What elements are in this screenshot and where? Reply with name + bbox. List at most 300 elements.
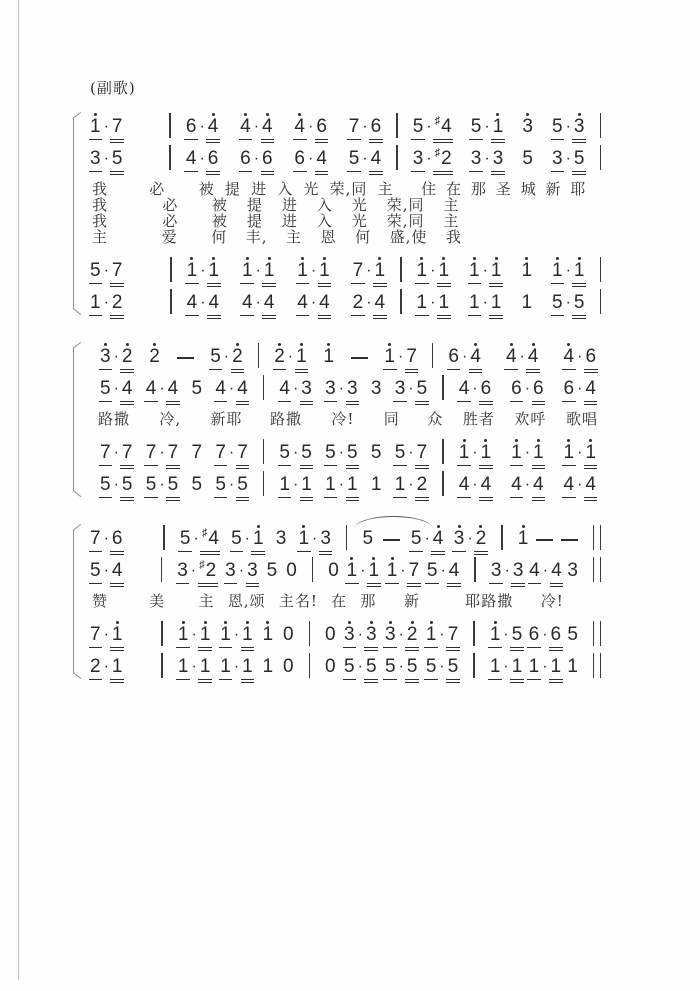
dot-separator: · [199,118,205,135]
dash-note [561,522,578,557]
underline-beam [110,583,124,584]
underline-beam [166,497,180,498]
note: 1 [469,254,480,289]
dot-separator: · [238,562,245,579]
barline [501,525,503,550]
note-group [90,554,122,589]
lyric-text: 住 [421,180,438,198]
note: 6 [564,372,575,407]
note: 2 [407,618,418,653]
note-group [328,554,339,589]
note: 4 [112,554,123,589]
note: 2 [476,522,487,557]
lyrics-measure [262,411,408,427]
note-group [344,650,376,685]
dot-separator: · [113,348,119,365]
underline-beam [549,682,563,683]
note: 1 [242,650,253,685]
note-group [529,650,561,685]
measure [480,618,588,653]
underline-beam [198,583,218,584]
note: 6 [316,110,327,145]
note: 5 [427,554,438,589]
note: 3 [493,142,504,177]
note-group [564,436,596,471]
note: 1 [319,254,330,289]
note-group [90,286,122,321]
note: 7 [146,436,157,471]
underline-beam [433,171,453,172]
measure [168,618,304,653]
note: 4 [240,110,251,145]
note: 5 [448,650,459,685]
note: 4 [433,522,444,557]
dash-note [536,522,553,557]
underline-beam [110,174,124,175]
lyrics-block [90,181,606,245]
underline-beam [346,497,360,498]
dot-separator: · [103,658,109,675]
note-group [192,372,203,407]
underline-beam [346,465,360,466]
note: 4 [316,142,327,177]
underline-beam [474,551,488,552]
note-group [263,650,274,685]
sharp-icon: ♯ [201,527,208,539]
note: 4 [262,110,273,145]
dot-separator: · [103,530,109,547]
underline-beam [364,647,378,648]
note: 1 [90,286,101,321]
note: 6 [262,142,273,177]
dot-separator: · [426,118,432,135]
note: 1 [491,286,502,321]
voice-row [90,522,606,557]
note: 5 [552,110,563,145]
underline-beam [364,679,378,680]
underline-beam [510,679,524,680]
note: 1 [551,650,562,685]
note-group [276,522,287,557]
barline [396,113,398,138]
lyric-text: 那 [360,592,377,610]
note: 5 [325,436,336,471]
lyric-text: 圣 [495,180,512,198]
note-group [564,340,596,375]
barline [432,343,434,368]
dot-separator: · [308,150,314,167]
underline-beam [198,586,218,587]
dot-separator: · [467,530,473,547]
note: 1 [220,650,231,685]
underline-beam [373,318,387,319]
dot-separator: · [577,348,583,365]
note: 4 [186,142,197,177]
barline [442,439,444,464]
dot-separator: · [484,118,490,135]
lyric-text: 美 [149,592,166,610]
note-group [567,554,578,589]
final-double-barline [593,621,601,646]
underline-beam [300,500,314,501]
note-group [267,554,278,589]
dot-separator: · [113,444,119,461]
note: 4 [371,142,382,177]
voice-row [90,618,606,653]
note-group [146,468,178,503]
note: 6 [240,142,251,177]
lyric-text: 盛,使 [389,228,428,246]
systems-container [90,110,606,685]
dot-separator: · [439,626,445,643]
note: 7 [112,110,123,145]
lyric-text: 提 [224,180,241,198]
note-group [180,522,219,557]
note: 2 [353,286,364,321]
dot-separator: · [408,444,414,461]
note-group [506,340,538,375]
note-group [283,650,294,685]
dot-separator: · [408,476,414,493]
measure [176,110,391,145]
underline-beam [318,318,332,319]
underline-beam [236,500,250,501]
note: 2 [122,340,133,375]
note-group [387,554,419,589]
underline-beam [206,171,220,172]
underline-beam [511,583,525,584]
dot-separator: · [542,658,548,675]
dot-separator: · [577,380,583,397]
note: 7 [90,618,101,653]
measure [177,254,395,289]
note-group [323,340,334,375]
note: 1 [552,254,563,289]
lyric-text: 众 [427,410,444,428]
note: 1 [347,554,358,589]
note-group [395,372,427,407]
measure [90,372,258,407]
measure [177,286,395,321]
note-group [511,468,543,503]
underline-beam [469,369,483,370]
lyric-text: 路撒 [98,410,131,428]
barline [169,145,171,170]
note: 1 [220,618,231,653]
barline [161,653,163,678]
note: 6 [533,372,544,407]
note: 2 [90,650,101,685]
lyrics-measure [419,411,606,427]
final-double-barline [593,525,601,550]
note: 0 [282,656,294,677]
underline-beam [110,647,124,648]
note: 1 [564,436,575,471]
note-group [518,522,529,557]
underline-beam [261,174,275,175]
note-group [417,286,449,321]
dot-separator: · [310,262,317,279]
underline-beam [369,139,383,140]
dot-separator: · [312,530,318,547]
note-group [491,554,523,589]
measure [480,650,588,685]
note: 6 [112,522,123,557]
note-group [353,254,385,289]
note: 0 [282,624,294,645]
dot-separator: · [338,444,345,461]
note-group [187,286,219,321]
note-group [349,110,381,145]
note: 1 [187,254,198,289]
lyric-text: 耶 [570,180,587,198]
voice-row [90,340,606,375]
lyric-text: 光 [351,196,368,214]
dot-separator: · [577,476,583,493]
note-group [371,436,382,471]
dot-separator: · [504,562,510,579]
note-group [459,468,491,503]
lyrics-measure [533,593,595,609]
underline-beam [446,647,460,648]
score-system [90,340,606,503]
note-group [90,618,122,653]
lyrics-measure [191,593,385,609]
note: 1 [529,650,540,685]
lyric-text: 被 [198,180,215,198]
underline-beam [479,401,493,402]
voice-row [90,554,606,589]
note: 6 [529,618,540,653]
note-group [427,554,459,589]
voice-row [90,650,606,685]
note-group [564,372,596,407]
dot-separator: · [484,150,490,167]
underline-beam [120,404,134,405]
note-group [344,618,376,653]
lyric-text: 入 [316,196,333,214]
note: 0 [325,624,336,645]
underline-beam [446,682,460,683]
lyric-text: 提 [246,196,263,214]
dot-separator: · [200,294,206,311]
note: 5 [231,522,242,557]
note-group [187,254,219,289]
lyric-text: 何 [355,228,372,246]
underline-beam [489,318,503,319]
underline-beam [584,497,598,498]
dot-separator: · [338,380,345,397]
underline-beam [241,679,255,680]
note-group [90,650,122,685]
underline-beam [532,404,546,405]
note: 3 [325,372,336,407]
underline-beam [532,401,546,402]
measure [315,650,468,685]
note-group [263,618,274,653]
underline-beam [251,551,265,552]
dot-separator: · [398,348,404,365]
measure [269,372,437,407]
measure [90,340,253,375]
note: 1 [374,254,385,289]
note: 4 [209,286,220,321]
note-group [192,468,203,503]
note: 7 [191,442,203,463]
note: 3 [491,554,502,589]
lyric-text: 冷! [540,592,564,610]
note-group [325,618,336,653]
underline-beam [491,174,505,175]
underline-beam [300,401,314,402]
voice-row [90,286,606,321]
measure [167,554,307,589]
underline-beam [532,465,546,466]
underline-beam [198,679,212,680]
underline-beam [405,369,419,370]
note: 4 [533,468,544,503]
dot-separator: · [519,348,525,365]
dot-separator: · [159,476,165,493]
dot-separator: · [398,658,404,675]
note: 4 [551,554,562,589]
underline-beam [532,500,546,501]
score-system [90,522,606,685]
lyric-text: 胜者 [462,410,495,428]
note-group [192,436,203,471]
lyric-text: 进 [251,180,268,198]
dot-separator: · [400,562,406,579]
note: 1 [263,618,274,653]
measure [318,554,469,589]
dot-separator: · [233,626,240,643]
note-group [90,110,122,145]
underline-beam [446,679,460,680]
note: 1 [387,554,398,589]
lyric-text: 主 [377,180,394,198]
note: 1 [521,292,533,313]
lyric-text: 必 [162,212,179,230]
note: 3 [513,554,524,589]
note-group [384,340,416,375]
underline-beam [262,315,276,316]
dot-separator: · [482,294,488,311]
note: 7 [215,436,226,471]
note: 5 [100,468,111,503]
note: 4 [146,372,157,407]
underline-beam [491,171,505,172]
underline-beam [572,318,586,319]
lyric-text: 在 [331,592,348,610]
note-group [325,436,357,471]
dot-separator: · [287,348,294,365]
underline-beam [261,139,275,140]
note-group [298,522,330,557]
underline-beam [584,500,598,501]
lyric-text: 新 [403,592,420,610]
note-group [529,554,561,589]
underline-beam [110,551,124,552]
underline-beam [431,551,445,552]
system-bracket [68,114,80,313]
note: 7 [406,340,417,375]
underline-beam [437,318,451,319]
note: ♯ 2 [199,554,216,589]
note: 1 [178,650,189,685]
lyric-text: 冷! [331,410,355,428]
dot-separator: · [113,380,119,397]
note: 2 [274,340,285,375]
note: 2 [417,468,428,503]
note-group [459,436,491,471]
underline-beam [120,401,134,402]
note-group [413,142,452,177]
note: 4 [564,340,575,375]
note: 5 [112,142,123,177]
note: 4 [237,372,248,407]
note: 1 [297,254,308,289]
note-group [385,650,417,685]
note: 5 [279,436,290,471]
note: 1 [574,254,585,289]
final-double-barline [593,557,601,582]
note: 6 [294,142,305,177]
note: 4 [585,372,596,407]
note: 3 [247,554,258,589]
lyrics-block [90,411,606,427]
underline-beam [532,497,546,498]
underline-beam [200,551,220,552]
note-group [146,436,178,471]
note: 5 [90,554,101,589]
lyric-text: 耶路撒 [465,592,514,610]
dash-note [177,340,194,375]
note-group [426,618,458,653]
lyrics-measure [203,229,470,245]
note: 1 [178,618,189,653]
underline-beam [549,647,563,648]
note: 1 [481,436,492,471]
lyric-text: 新耶 [210,410,243,428]
measure [315,618,468,653]
note: 5 [522,148,533,169]
lyric-text: 主 [443,212,460,230]
lyric-text: 荣,同 [329,180,368,198]
voice-row [90,468,606,503]
underline-beam [491,139,505,140]
dot-separator: · [255,262,261,279]
note: 6 [585,340,596,375]
system-bracket [68,344,80,495]
dot-separator: · [565,118,571,135]
underline-beam [415,497,429,498]
underline-beam [584,404,598,405]
note: 5 [574,286,585,321]
measure [90,522,158,557]
barline [600,289,602,314]
dot-separator: · [360,562,366,579]
note: 1 [533,436,544,471]
note-group [469,254,501,289]
note: 4 [215,372,226,407]
note: 5 [395,436,406,471]
note: 3 [90,142,101,177]
dot-separator: · [191,626,197,643]
underline-beam [236,404,250,405]
note-group [522,110,533,145]
dot-separator: · [430,294,436,311]
dot-separator: · [103,150,109,167]
